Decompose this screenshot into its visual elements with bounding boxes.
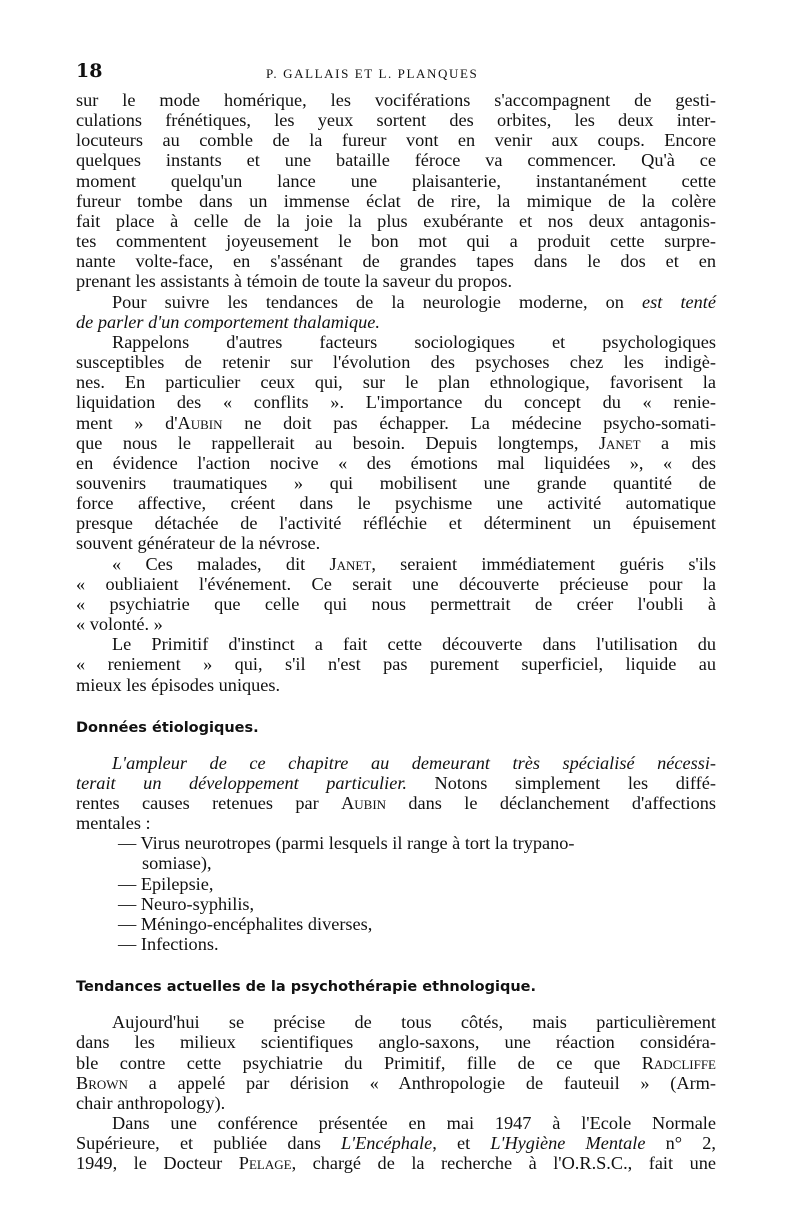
- text-line: fureur tombe dans un immense éclat de rire, la mimique de la colère: [76, 190, 716, 211]
- text-line: [76, 1153, 716, 1173]
- text-line: mentales :: [76, 813, 151, 834]
- section-2-paragraph-1: [76, 1012, 716, 1113]
- text-line: « psychiatrie que celle qui nous permettrait de créer l'oubli à: [76, 593, 716, 614]
- text-span: ble contre cette psychiatrie du Primitif, fille de ce que: [76, 1052, 642, 1073]
- text-line: [76, 1053, 716, 1073]
- journal-title: L'Hygiène Mentale: [490, 1133, 646, 1154]
- italic-line: de parler d'un comportement thalamique.: [76, 311, 380, 332]
- list-item: — Virus neurotropes (parmi lesquels il range à tort la trypano-: [118, 833, 575, 854]
- section-1-paragraph: [76, 753, 716, 834]
- page-number: 18: [76, 60, 103, 82]
- text-line: [76, 793, 716, 813]
- text-span: , et: [432, 1133, 491, 1154]
- text-line: moment quelqu'un lance une plaisanterie, instantanément cette: [76, 170, 716, 191]
- text-span: Supérieure, et publiée dans: [76, 1133, 342, 1154]
- text-line: nante volte-face, en s'assénant de grandes tapes dans le dos et en: [76, 251, 716, 272]
- text-line: presque détachée de l'activité réfléchie et déterminent un épuisement: [76, 513, 716, 534]
- text-line: nes. En particulier ceux qui, sur le plan ethnologique, favorisent la: [76, 372, 716, 393]
- running-head: [76, 58, 716, 90]
- text-line: quelques instants et une bataille féroce va commencer. Qu'à ce: [76, 150, 716, 171]
- text-span: , seraient immédiatement guéris s'ils: [371, 553, 716, 574]
- text-line: prenant les assistants à témoin de toute la saveur du propos.: [76, 271, 513, 292]
- section-heading-etiology: Données étiologiques.: [76, 719, 259, 736]
- text-line: « oubliaient l'événement. Ce serait une découverte précieuse pour la: [76, 573, 716, 594]
- paragraph-3: [76, 332, 716, 554]
- text-span: n° 2,: [645, 1133, 717, 1154]
- etiology-list: [76, 833, 716, 954]
- italic-span: est tenté: [642, 291, 716, 312]
- quotation: [76, 554, 716, 635]
- list-item-continuation: somiase),: [142, 853, 212, 874]
- list-item: — Méningo-encéphalites diverses,: [118, 913, 373, 934]
- author-name-aubin: Aubin: [341, 793, 387, 813]
- text-span: ne doit pas échapper. La médecine psycho-somati-: [222, 412, 716, 433]
- text-span: Notons simplement les diffé-: [406, 772, 716, 793]
- list-item: — Epilepsie,: [118, 873, 214, 894]
- text-line: « volonté. »: [76, 614, 163, 635]
- text-span: « Ces malades, dit: [112, 553, 330, 574]
- text-span: ment » d': [76, 412, 178, 433]
- section-heading-trends: Tendances actuelles de la psychothérapie ethnologique.: [76, 979, 536, 996]
- italic-span: terait un développement particulier.: [76, 772, 407, 793]
- text-line: [76, 1133, 716, 1153]
- text-line: en évidence l'action nocive « des émotions mal liquidées », « des: [76, 452, 716, 473]
- paragraph-5: [76, 634, 716, 694]
- text-line: Dans une conférence présentée en mai 1947 à l'Ecole Normale: [112, 1113, 716, 1134]
- text-span: a appelé par dérision « Anthropologie de fauteuil » (Arm-: [127, 1072, 716, 1093]
- text-line: souvent générateur de la névrose.: [76, 533, 321, 554]
- text-line: [76, 433, 716, 453]
- text-line: [76, 292, 716, 312]
- text-line: tes commentent joyeusement le bon mot qui a produit cette surpre-: [76, 231, 716, 252]
- text-line: « reniement » qui, s'il n'est pas purement superficiel, liquide au: [76, 654, 716, 675]
- list-item: — Neuro-syphilis,: [118, 893, 255, 914]
- author-name-janet: Janet: [598, 432, 641, 453]
- author-name-janet: Janet: [329, 553, 372, 574]
- paragraph-1: [76, 90, 716, 292]
- text-span: que nous le rappellerait au besoin. Depuis longtemps,: [76, 432, 599, 453]
- text-line: souvenirs traumatiques » qui mobilisent une grande quantité de: [76, 472, 716, 493]
- text-span: dans le déclanchement d'affections: [386, 793, 716, 813]
- text-line: [76, 773, 716, 793]
- text-span: 1949, le Docteur: [76, 1153, 239, 1174]
- text-line: chair anthropology).: [76, 1092, 226, 1113]
- text-line: Rappelons d'autres facteurs sociologiques et psychologiques: [112, 331, 716, 352]
- text-span: , chargé de la recherche à l'O.R.S.C., fait une: [291, 1153, 717, 1174]
- text-span: Pour suivre les tendances de la neurologie moderne, on: [112, 291, 643, 312]
- running-head-authors: P. GALLAIS ET L. PLANQUES: [266, 66, 479, 81]
- journal-title: L'Encéphale: [341, 1133, 433, 1154]
- text-span: rentes causes retenues par: [76, 793, 342, 813]
- text-line: mieux les épisodes uniques.: [76, 674, 281, 695]
- text-line: culations frénétiques, les yeux sortent des orbites, les deux inter-: [76, 110, 716, 131]
- text-line: [76, 1073, 716, 1093]
- author-name-brown: Brown: [76, 1072, 128, 1093]
- section-2-paragraph-2: [76, 1113, 716, 1173]
- text-line: fait place à celle de la joie la plus exubérante et nos deux antagonis-: [76, 210, 716, 231]
- list-item: — Infections.: [118, 934, 219, 955]
- text-line: liquidation des « conflits ». L'importance du concept du « renie-: [76, 392, 716, 413]
- text-line: susceptibles de retenir sur l'évolution des psychoses chez les indigè-: [76, 352, 716, 373]
- text-line: Le Primitif d'instinct a fait cette découverte dans l'utilisation du: [112, 634, 716, 655]
- text-line: force affective, créent dans le psychisme une activité automatique: [76, 493, 716, 514]
- text-line: [76, 554, 716, 574]
- author-name-radcliffe: Radcliffe: [641, 1052, 716, 1073]
- page: [76, 58, 716, 1174]
- text-line: dans les milieux scientifiques anglo-saxons, une réaction considéra-: [76, 1032, 716, 1053]
- text-span: a mis: [640, 432, 716, 453]
- author-name-aubin: Aubin: [177, 412, 223, 433]
- italic-line: L'ampleur de ce chapitre au demeurant très spécialisé nécessi-: [112, 752, 716, 773]
- text-line: [76, 413, 716, 433]
- paragraph-2: [76, 292, 716, 332]
- text-line: locuteurs au comble de la fureur vont en venir aux coups. Encore: [76, 130, 716, 151]
- text-line: Aujourd'hui se précise de tous côtés, mais particulièrement: [112, 1012, 716, 1033]
- author-name-pelage: Pelage: [238, 1153, 292, 1174]
- text-line: sur le mode homérique, les vociférations s'accompagnent de gesti-: [76, 90, 716, 110]
